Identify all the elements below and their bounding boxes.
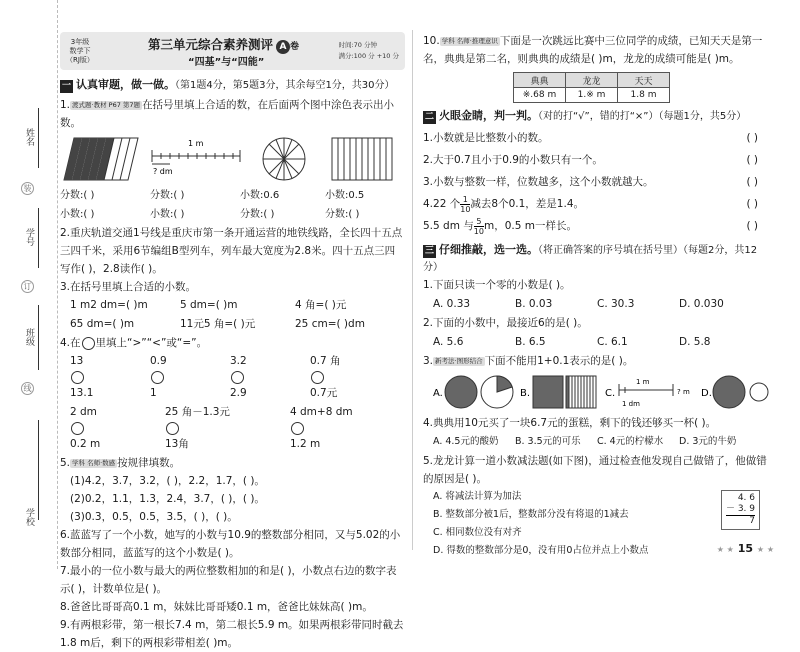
student-number-label: 学号 — [24, 228, 34, 246]
question-3: 3.在括号里填上合适的小数。 — [60, 281, 197, 293]
left-column — [60, 32, 405, 652]
table-cell: 1.8 m — [618, 88, 670, 103]
section-1-heading: 一 认真审题，做一做。（第1题4分，第5题3分，其余每空1分，共30分） — [61, 78, 395, 91]
question-5: 5. 学科 名师·数感 按规律填数。 — [60, 457, 181, 469]
page-subtitle: “四基”与“四能” — [188, 57, 265, 68]
question-5-line-2: (2)0.2，1.1，1.3，2.4，3.7，( )，( )。 — [70, 493, 265, 505]
choice-2-options: A. 5.6 B. 6.5 C. 6.1 D. 5.8 — [433, 336, 711, 348]
school-label: 学校 — [24, 508, 34, 526]
svg-text:? dm: ? dm — [153, 167, 173, 176]
choice-question-4: 4.典典用10元买了一块6.7元的蛋糕，剩下的钱还够买一杯( )。 — [423, 417, 717, 429]
question-6: 6.蓝蓝写了一个小数，她写的小数与10.9的整数部分相同，又与5.02的小数部分相同，蓝蓝写的这个小数是( )。 — [60, 529, 401, 559]
class-label: 班级 — [24, 328, 34, 346]
test-header — [60, 32, 405, 70]
fraction: $\frac{5}{10}$ — [473, 216, 484, 236]
option-a: A. 将减法计算为加法 — [433, 491, 522, 502]
question-tag: 学科 名师·数感 — [72, 458, 116, 467]
table-header-cell: 龙龙 — [566, 73, 618, 88]
true-false-5: 5.5 dm 与 $\frac{5}{10}$ m，0.5 m一样长。 ( ) — [423, 216, 758, 236]
compare-circle — [166, 422, 179, 435]
question-10: 10. 学科 名师·推理意识 下面是一次跳远比赛中三位同学的成绩，已知天天是第一名，典典是第二名，则典典的成绩是( )m，龙龙的成绩可能是( )m。 — [423, 35, 763, 65]
option-c: C. 相同数位没有对齐 — [433, 527, 522, 538]
section-2-heading: 二 火眼金睛，判一判。（对的打“√”，错的打“×”）（每题1分，共5分） — [424, 109, 747, 122]
svg-text:C.: C. — [605, 388, 616, 399]
question-1-labels-2: 小数:( ) 小数:( ) 分数:( ) 分数:( ) — [60, 209, 360, 220]
question-9: 9.有两根彩带，第一根长7.4 m，第二根长5.9 m。如果两根彩带同时截去1.8 m后，剩下的两根彩带相差( )m。 — [60, 619, 404, 649]
grade-label: 3年级 数学下 （RJ版） — [66, 38, 94, 64]
table-cell: ※.68 m — [514, 88, 566, 103]
binding-circle-1: 装 — [21, 182, 34, 195]
question-tag: 新考法·图形结合 — [435, 356, 483, 365]
question-3-row-2: 65 dm=( )m 11元5 角=( )元 25 cm=( )dm — [70, 318, 365, 330]
option-d: D. 得数的整数部分是0，没有用0占位并点上小数点 — [433, 545, 649, 556]
binding-circle-2: 订 — [21, 280, 34, 293]
svg-text:B.: B. — [520, 388, 531, 399]
school-line — [38, 420, 39, 520]
question-8: 8.爸爸比哥哥高0.1 m，妹妹比哥哥矮0.1 m，爸爸比妹妹高( )m。 — [60, 601, 373, 613]
class-line — [38, 305, 39, 370]
compare-circle — [82, 337, 95, 350]
question-2: 2.重庆轨道交通1号线是重庆市第一条开通运营的地铁线路，全长四十五点三四千米，采用6节编组B型列车，列车最大宽度为2.8米。四十五点三四写作( )，2.8读作( )。 — [60, 227, 403, 275]
circles-figure-a — [445, 376, 513, 408]
section-3-heading: 三 仔细推敲，选一选。（将正确答案的序号填在括号里）（每题2分，共12分） — [423, 243, 758, 273]
true-false-4: 4.22 个 $\frac{1}{10}$ 减去8个0.1，差是1.4。 ( ) — [423, 194, 758, 214]
fraction-figures — [60, 134, 405, 184]
question-4: 4.在 里填上“>”“<”或“=”。 — [60, 337, 208, 349]
compare-circle — [311, 371, 324, 384]
true-false-1: 1.小数就是比整数小的数。 ( ) — [423, 132, 758, 144]
column-divider — [412, 30, 413, 550]
question-3-row-1: 1 m2 dm=( )m 5 dm=( )m 4 角=( )元 — [70, 299, 347, 311]
compare-circle — [291, 422, 304, 435]
compare-circle — [231, 371, 244, 384]
name-line — [38, 108, 39, 168]
long-jump-table — [513, 72, 670, 103]
svg-text:A.: A. — [433, 388, 443, 399]
question-1-labels: 分数:( ) 分数:( ) 小数:0.6 小数:0.5 — [60, 190, 365, 201]
binding-circle-3: 线 — [21, 382, 34, 395]
right-column — [423, 32, 768, 560]
squares-figure-b — [533, 376, 596, 408]
page-number: ★ ★ 15 ★ ★ — [716, 542, 774, 555]
vertical-calculation: 4. 6 － 3. 9 7 — [721, 490, 760, 530]
choice-question-3: 3. 新考法·图形结合 下面不能用1+0.1表示的是( )。 — [423, 355, 634, 367]
true-false-2: 2.大于0.7且小于0.9的小数只有一个。 ( ) — [423, 154, 758, 166]
compare-circle — [71, 371, 84, 384]
choice-question-2: 2.下面的小数中，最接近6的是( )。 — [423, 317, 588, 329]
question-5-line-1: (1)4.2，3.7，3.2，( )，2.2，1.7，( )。 — [70, 475, 265, 487]
circles-figure-d — [713, 376, 768, 408]
ruler-figure — [152, 139, 240, 176]
compare-circle — [151, 371, 164, 384]
true-false-3: 3.小数与整数一样，位数越多，这个小数就越大。 ( ) — [423, 176, 758, 188]
option-b: B. 整数部分被1后，整数部分没有将退的1减去 — [433, 509, 629, 520]
ruler-figure-c — [619, 378, 690, 408]
compare-circle — [71, 422, 84, 435]
choice-question-5: 5.龙龙计算一道小数减法题(如下图)，通过检查他发现自己做错了，他做错的原因是( )。 — [423, 455, 767, 485]
question-tag: 学科 名师·推理意识 — [441, 36, 498, 45]
table-header-cell: 典典 — [514, 73, 566, 88]
question-tag: 渡式题·教材 P67 第7题 — [72, 100, 141, 109]
svg-text:? m: ? m — [677, 388, 690, 396]
svg-text:1 dm: 1 dm — [622, 400, 640, 408]
question-4-row-2: 2 dm 0.2 m 25 角－1.3元 13角 4 dm+8 dm 1.2 m — [70, 406, 353, 450]
table-cell: 1.※ m — [566, 88, 618, 103]
svg-text:1 m: 1 m — [636, 378, 650, 386]
page-title: 第三单元综合素养测评 A 卷 — [148, 37, 300, 52]
choice-4-options: A. 4.5元的酸奶 B. 3.5元的可乐 C. 4元的柠檬水 D. 3元的牛奶 — [433, 436, 737, 447]
choice-3-figures — [423, 372, 768, 412]
fraction: $\frac{1}{10}$ — [460, 194, 471, 214]
svg-text:D.: D. — [701, 388, 712, 399]
question-5-line-3: (3)0.3，0.5，0.5，3.5，( )，( )。 — [70, 511, 238, 523]
question-1-figures — [60, 134, 405, 184]
student-number-line — [38, 208, 39, 268]
question-1: 1. 渡式题·教材 P67 第7题 在括号里填上合适的数，在后面两个图中涂色表示出小数。 — [60, 99, 395, 129]
choice-3-drawings — [423, 372, 768, 412]
binding-margin — [0, 0, 58, 569]
table-header-cell: 天天 — [618, 73, 670, 88]
striped-rectangle-figure — [332, 138, 392, 180]
choice-1-options: A. 0.33 B. 0.03 C. 30.3 D. 0.030 — [433, 298, 724, 310]
version-badge: A — [276, 40, 290, 54]
question-4-row-1: 13 13.1 0.9 1 3.2 2.9 0.7 角 0.7元 — [70, 355, 341, 399]
test-meta: 时间:70 分钟 满分:100 分 +10 分 — [338, 41, 399, 60]
svg-text:1 m: 1 m — [188, 139, 204, 148]
name-label: 姓名 — [24, 128, 34, 146]
pie-figure — [263, 138, 305, 180]
parallelogram-figure — [64, 138, 138, 180]
question-7: 7.最小的一位小数与最大的两位整数相加的和是( )，小数点右边的数字表示( )，计数单位是( )。 — [60, 565, 397, 595]
choice-question-1: 1.下面只读一个零的小数是( )。 — [423, 279, 571, 291]
